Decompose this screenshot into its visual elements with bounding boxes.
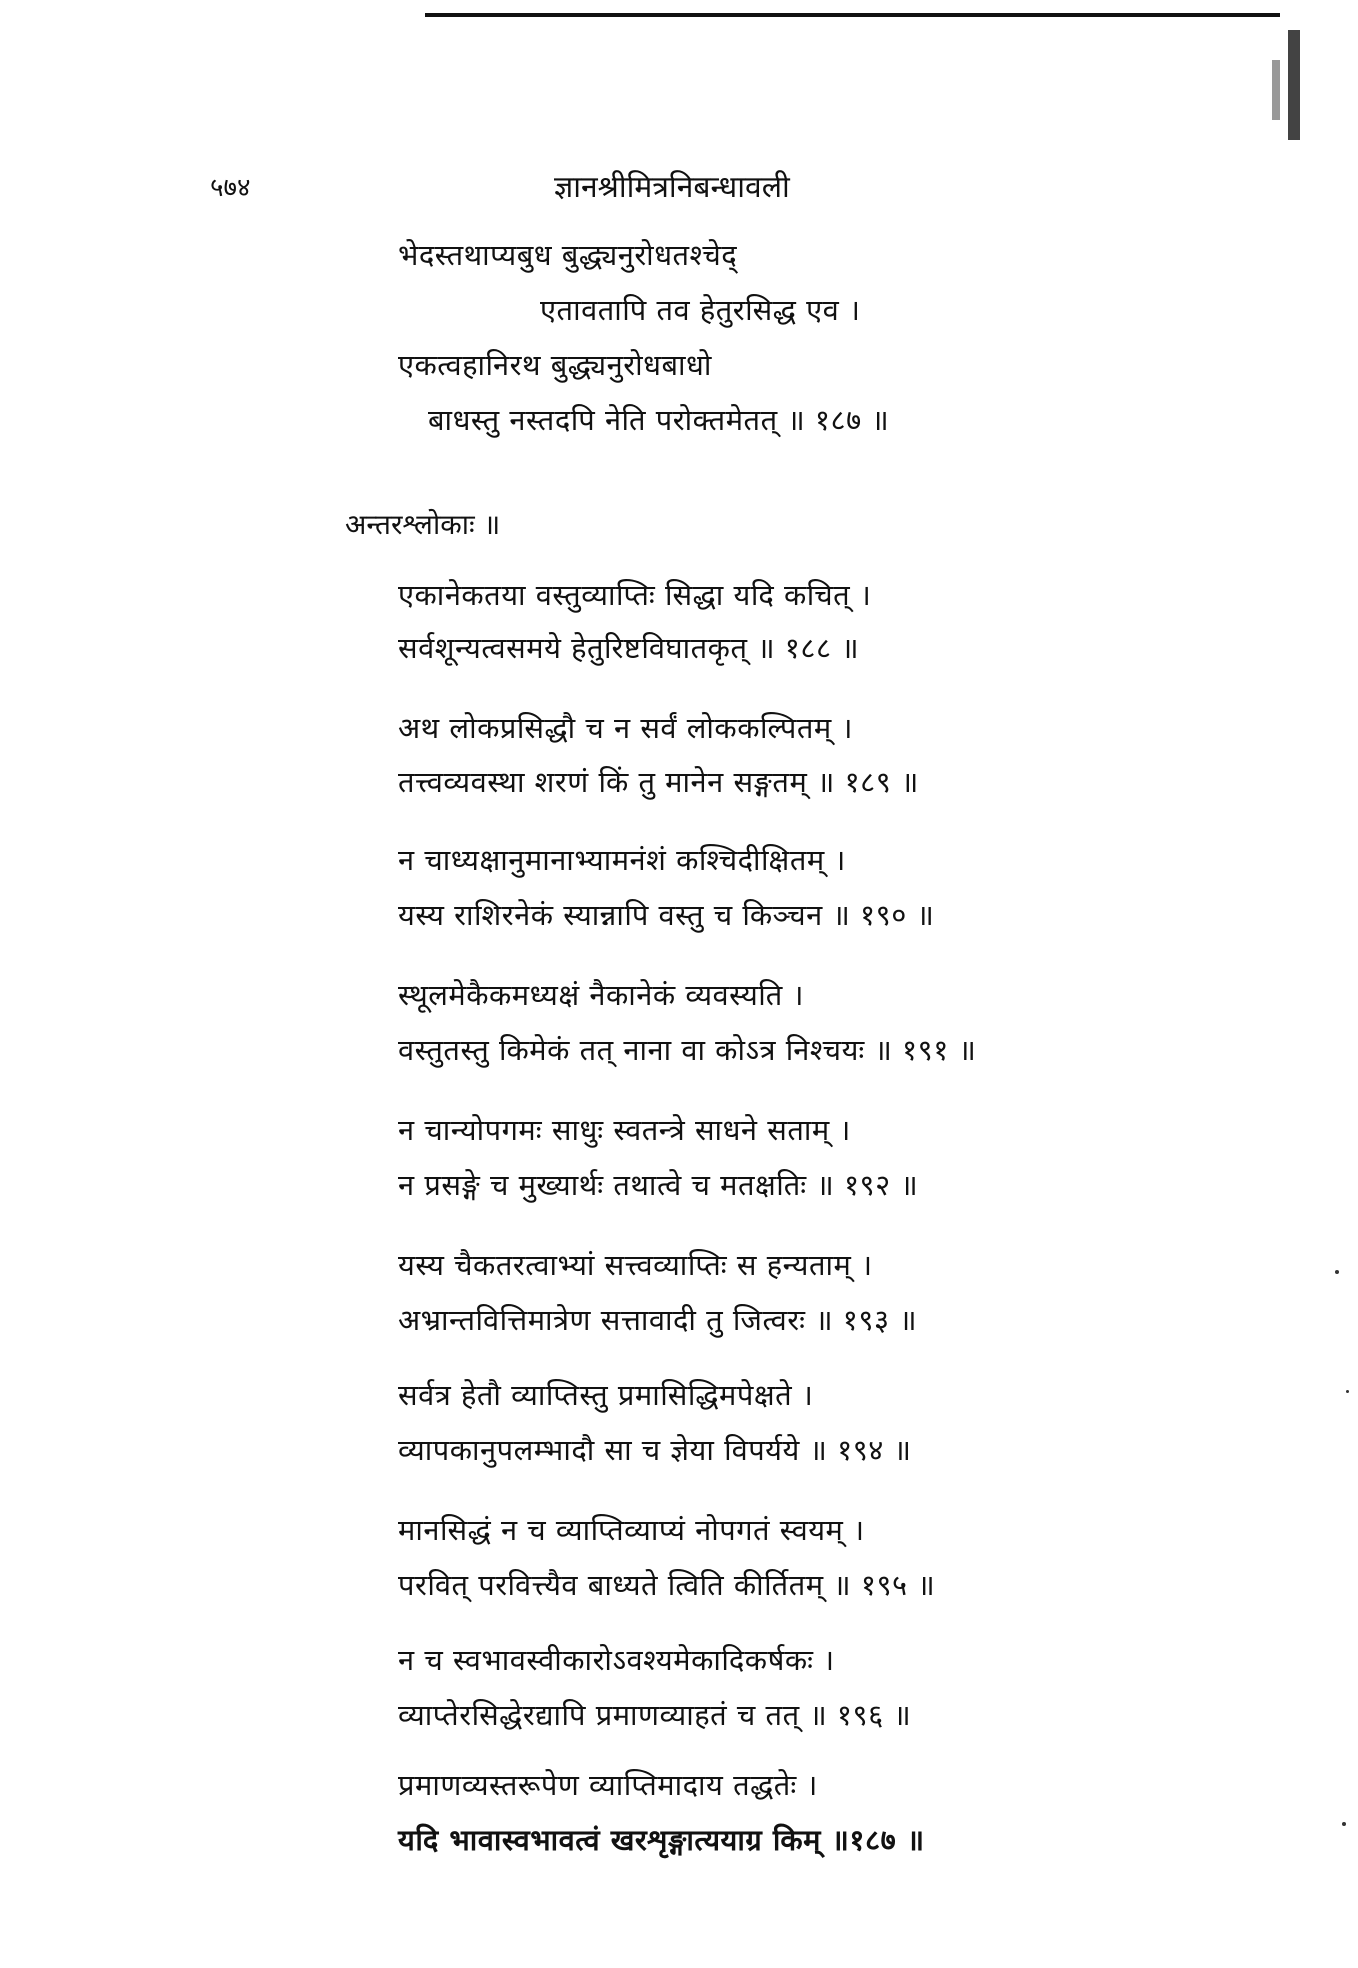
verse-line: यस्य चैकतरत्वाभ्यां सत्त्वव्याप्तिः स हन्यताम् । — [398, 1248, 873, 1282]
verse-line: व्याप्तेरसिद्धेरद्यापि प्रमाणव्याहतं च तत् ॥ १९६ ॥ — [398, 1698, 912, 1732]
verse-187-line-1: भेदस्तथाप्यबुध बुद्ध्यनुरोधतश्चेद् — [398, 238, 738, 272]
verse-line: परवित् परवित्त्यैव बाध्यते त्विति कीर्तितम् ॥ १९५ ॥ — [398, 1568, 936, 1602]
section-heading: अन्तरश्लोकाः ॥ — [345, 508, 501, 541]
verse-line: यस्य राशिरनेकं स्यान्नापि वस्तु च किञ्चन ॥ १९० ॥ — [398, 898, 935, 932]
running-head: ज्ञानश्रीमित्रनिबन्धावली — [554, 170, 790, 205]
scan-edge-mark — [1288, 30, 1300, 140]
verse-line: न प्रसङ्गे च मुख्यार्थः तथात्वे च मतक्षतिः ॥ १९२ ॥ — [398, 1168, 919, 1202]
verse-line: मानसिद्धं न च व्याप्तिव्याप्यं नोपगतं स्वयम् । — [398, 1513, 865, 1547]
verse-line: न च स्वभावस्वीकारोऽवश्यमेकादिकर्षकः । — [398, 1643, 835, 1677]
scan-speck — [1346, 1390, 1349, 1393]
verse-line: सर्वशून्यत्वसमये हेतुरिष्टविघातकृत् ॥ १८८ ॥ — [398, 631, 860, 665]
verse-187-line-2: एतावतापि तव हेतुरसिद्ध एव । — [540, 293, 861, 327]
verse-line: अभ्रान्तवित्तिमात्रेण सत्तावादी तु जित्वरः ॥ १९३ ॥ — [398, 1303, 918, 1337]
verse-line: न चाध्यक्षानुमानाभ्यामनंशं कश्चिदीक्षितम् । — [398, 843, 846, 877]
verse-187-line-3: एकत्वहानिरथ बुद्ध्यनुरोधबाधो — [398, 348, 712, 382]
verse-line: अथ लोकप्रसिद्धौ च न सर्वं लोककल्पितम् । — [398, 711, 853, 745]
verse-line: तत्त्वव्यवस्था शरणं किं तु मानेन सङ्गतम् ॥ १८९ ॥ — [398, 765, 919, 799]
scan-edge-mark — [1272, 60, 1280, 120]
verse-line: न चान्योपगमः साधुः स्वतन्त्रे साधने सताम् । — [398, 1113, 851, 1147]
verse-line: स्थूलमेकैकमध्यक्षं नैकानेकं व्यवस्यति । — [398, 978, 805, 1012]
scan-speck — [1335, 1270, 1339, 1274]
verse-line: वस्तुतस्तु किमेकं तत् नाना वा कोऽत्र निश्चयः ॥ १९१ ॥ — [398, 1033, 977, 1067]
top-rule — [425, 13, 1280, 17]
verse-line: एकानेकतया वस्तुव्याप्तिः सिद्धा यदि कचित् । — [398, 578, 872, 612]
verse-line: सर्वत्र हेतौ व्याप्तिस्तु प्रमासिद्धिमपेक्षते । — [398, 1378, 814, 1412]
scan-speck — [1342, 1822, 1346, 1826]
verse-line: प्रमाणव्यस्तरूपेण व्याप्तिमादाय तद्धतेः । — [398, 1768, 818, 1802]
verse-187-line-4: बाधस्तु नस्तदपि नेति परोक्तमेतत् ॥ १८७ ॥ — [428, 403, 890, 437]
verse-line: व्यापकानुपलम्भादौ सा च ज्ञेया विपर्यये ॥ १९४ ॥ — [398, 1433, 912, 1467]
page-number: ५७४ — [210, 173, 251, 203]
verse-line: यदि भावास्वभावत्वं खरशृङ्गात्ययाग्र किम् ॥१८७ ॥ — [398, 1823, 925, 1857]
